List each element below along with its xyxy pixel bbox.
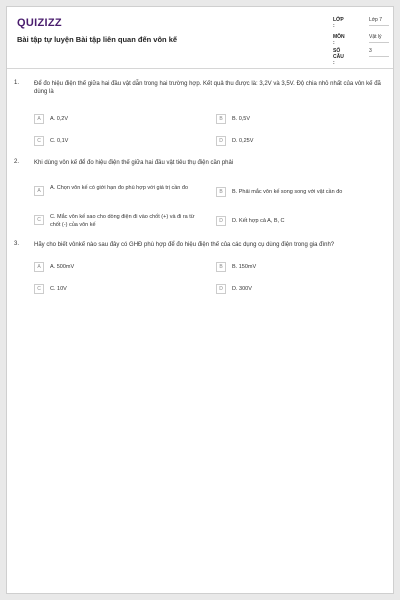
option-text: C. Mắc vôn kế sao cho dòng điện đi vào chốt (+) và đi ra từ chốt (-) của vôn kế [50, 214, 195, 228]
option-b[interactable] [216, 262, 386, 274]
worksheet-page [6, 6, 394, 594]
option-text: B. 150mV [232, 264, 257, 270]
option-letter-box: B [216, 187, 226, 197]
meta-label: LỚP : [333, 17, 344, 29]
option-letter-box: A [34, 186, 44, 196]
option-d[interactable] [216, 284, 386, 296]
option-b[interactable] [216, 187, 386, 199]
option-a[interactable] [34, 114, 204, 126]
option-c[interactable] [34, 136, 204, 148]
quizizz-logo: QUIZIZZ [17, 17, 62, 29]
meta-label: SỐ CÂU : [333, 48, 344, 66]
option-a[interactable] [34, 183, 204, 195]
option-text: A. 500mV [50, 264, 75, 270]
option-letter-box: C [34, 136, 44, 146]
worksheet-header [7, 7, 393, 69]
question-number: 2. [14, 159, 20, 165]
option-b[interactable] [216, 114, 386, 126]
option-text: B. 0,5V [232, 116, 251, 122]
question-number: 3. [14, 241, 20, 247]
option-text: D. Kết hợp cả A, B, C [232, 218, 285, 224]
option-letter-box: A [34, 114, 44, 124]
option-letter-box: B [216, 114, 226, 124]
option-letter-box: A [34, 262, 44, 272]
option-text: C. 0,1V [50, 138, 69, 144]
option-text: A. Chọn vôn kế có giới hạn đo phù hợp với giá trị cần đo [50, 185, 189, 191]
option-c[interactable] [34, 212, 204, 228]
option-text: D. 0,25V [232, 138, 254, 144]
option-letter-box: D [216, 136, 226, 146]
meta-label: MÔN : [333, 34, 345, 46]
question-text: Khi dùng vôn kế để đo hiệu điện thế giữa hai đầu vật tiêu thụ điện cần phải [34, 160, 234, 166]
option-a[interactable] [34, 262, 204, 274]
option-text: B. Phải mắc vôn kế song song với vật cần đo [232, 189, 343, 195]
option-letter-box: D [216, 284, 226, 294]
meta-value: Lớp 7 [369, 17, 389, 26]
option-letter-box: D [216, 216, 226, 226]
option-text: C. 10V [50, 286, 67, 292]
page-title: Bài tập tự luyện Bài tập liên quan đến vôn kế [17, 35, 178, 44]
question-text: Hãy cho biết vônkế nào sau đây có GHĐ phù hợp để đo hiệu điện thế của các dụng cụ dùng điện trong gia đình? [34, 242, 335, 248]
meta-value: 3 [369, 48, 389, 57]
option-text: D. 300V [232, 286, 252, 292]
option-letter-box: C [34, 215, 44, 225]
option-c[interactable] [34, 284, 204, 296]
option-text: A. 0,2V [50, 116, 69, 122]
question-number: 1. [14, 80, 20, 86]
option-letter-box: B [216, 262, 226, 272]
option-d[interactable] [216, 216, 386, 228]
option-letter-box: C [34, 284, 44, 294]
question-text: Để đo hiệu điện thế giữa hai đầu vật dẫn trong hai trường hợp. Kết quả thu được là: 3,2V và 3,5V. Độ chia nhỏ nhất của vôn kế đã dùng là [34, 81, 381, 95]
meta-value: Vật lý [369, 34, 389, 43]
option-d[interactable] [216, 136, 386, 148]
